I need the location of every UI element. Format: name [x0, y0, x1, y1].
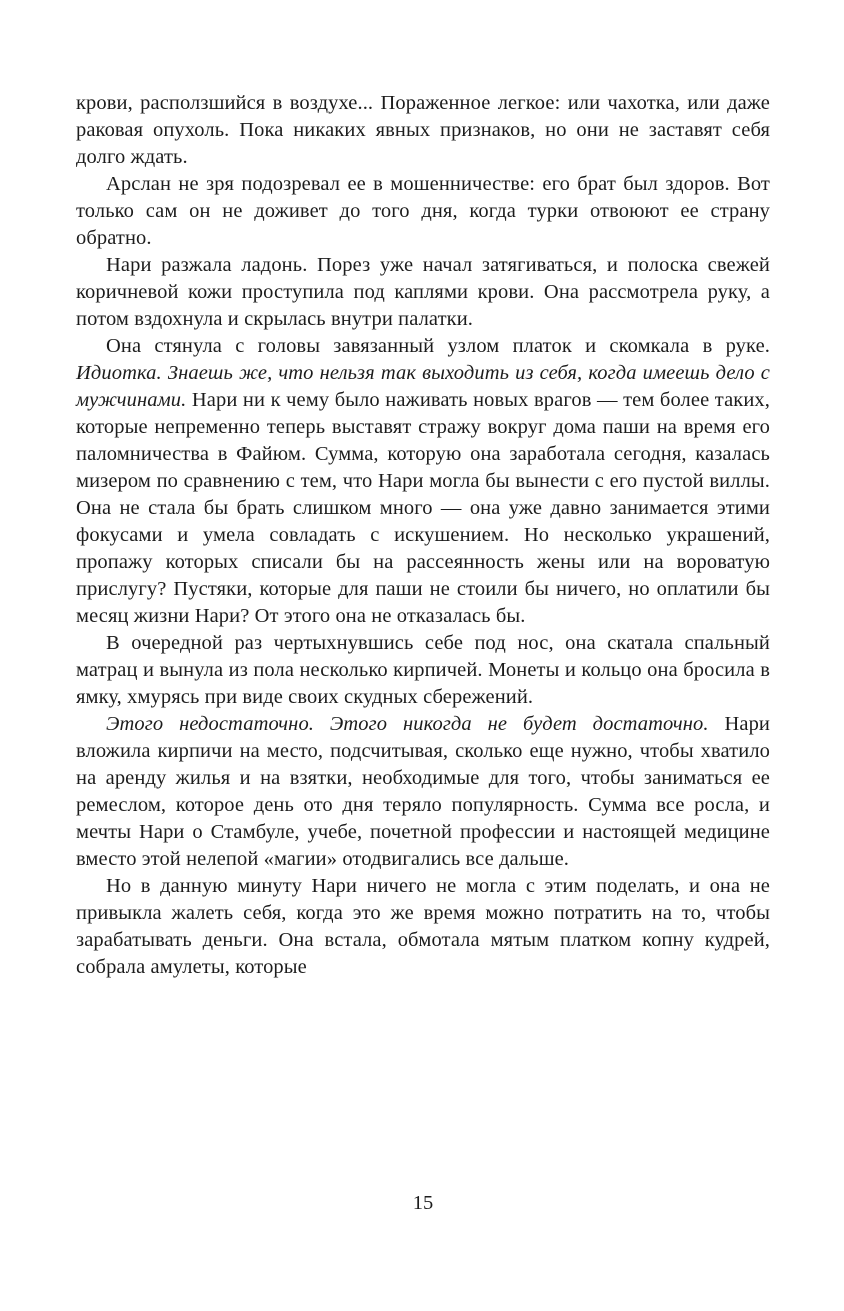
text-segment: Арслан не зря подозревал ее в мошенничестве: его брат был здоров. Вот только сам он не доживет до того дня, когда турки отвоюют ее страну обратно. [76, 173, 770, 249]
text-segment: крови, расползшийся в воздухе... Пораженное легкое: или чахотка, или даже раковая опухоль. Пока никаких явных признаков, но они не заставят себя долго ждать. [76, 92, 770, 168]
text-segment: Но в данную минуту Нари ничего не могла с этим поделать, и она не привыкла жалеть себя, когда это же время можно потратить на то, чтобы зарабатывать деньги. Она встала, обмотала мятым платком копну кудрей, собрала амулеты, которые [76, 875, 770, 978]
paragraph [76, 630, 770, 711]
text-segment: Нари вложила кирпичи на место, подсчитывая, сколько еще нужно, чтобы хватило на аренду жилья и на взятки, необходимые для того, чтобы заниматься ее ремеслом, которое день ото дня теряло популярность. Сумма все росла, и мечты Нари о Стамбуле, учебе, почетной профессии и настоящей медицине вместо этой нелепой «магии» отодвигались все дальше. [76, 713, 770, 870]
page-text [76, 90, 770, 981]
italic-text-segment: Этого недостаточно. Этого никогда не будет достаточно. [106, 713, 709, 735]
page-number: 15 [412, 1192, 434, 1214]
paragraph [76, 711, 770, 873]
paragraph [76, 873, 770, 981]
paragraph [76, 333, 770, 630]
italic-text-segment: Идиотка. Знаешь же, что нельзя так выходить из себя, когда имеешь дело с мужчинами. [76, 362, 770, 411]
paragraph [76, 90, 770, 171]
text-segment: Нари разжала ладонь. Порез уже начал затягиваться, и полоска свежей коричневой кожи проступила под каплями крови. Она рассмотрела руку, а потом вздохнула и скрылась внутри палатки. [76, 254, 770, 330]
text-segment: Нари ни к чему было наживать новых врагов — тем более таких, которые непременно теперь выставят стражу вокруг дома паши на время его паломничества в Файюм. Сумма, которую она заработала сегодня, казалась мизером по сравнению с тем, что Нари могла бы вынести с его пустой виллы. Она не стала бы брать слишком много — она уже давно занимается этими фокусами и умела совладать с искушением. Но несколько украшений, пропажу которых списали бы на рассеянность жены или на вороватую прислугу? Пустяки, которые для паши не стоили бы ничего, но оплатили бы месяц жизни Нари? От этого она не отказалась бы. [76, 389, 770, 627]
paragraph [76, 252, 770, 333]
text-segment: Она стянула с головы завязанный узлом платок и скомкала в руке. [106, 335, 770, 357]
paragraph [76, 171, 770, 252]
text-segment: В очередной раз чертыхнувшись себе под нос, она скатала спальный матрац и вынула из пола несколько кирпичей. Монеты и кольцо она бросила в ямку, хмурясь при виде своих скудных сбережений. [76, 632, 770, 708]
